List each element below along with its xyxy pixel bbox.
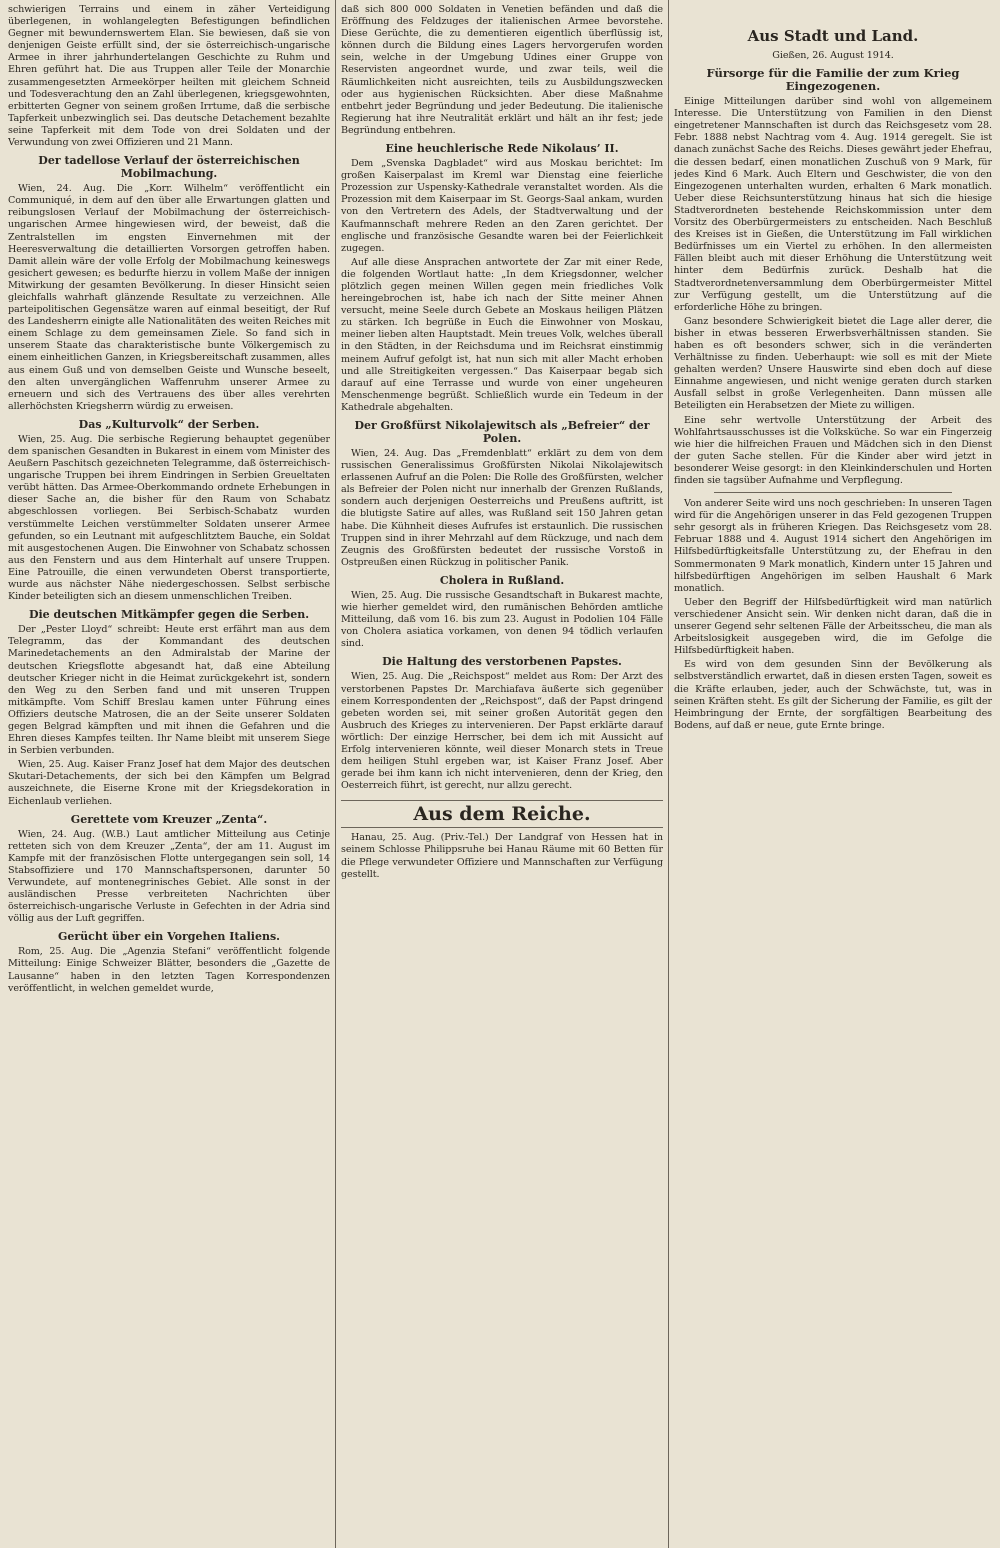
article-body: Wien, 24. Aug. Das „Fremdenblatt“ erklärt zu dem von dem russischen Generalissimus Großfürsten Nikolai Nikolajewitsch erlassenen Aufruf an die Polen: Die Rolle des Großfürsten, welcher als Befreier der Polen nicht nur innerhalb der Grenzen Rußlands, sondern auch derjenigen Oesterreichs und Preußens auftritt, ist die blutigste Satire auf alles, was Rußland seit 150 Jahren getan habe. Die Kühnheit dieses Aufrufes ist erstaunlich. Die russischen Truppen sind in ihrer Mehrzahl auf dem Rückzuge, und nach dem Zeugnis des Großfürsten bedeutet der russische Vorstoß in Ostpreußen einen Rückzug in politischer Panik. <box>341 448 663 568</box>
headline: Das „Kulturvolk“ der Serben. <box>78 417 260 431</box>
article-body: Wien, 25. Aug. Die russische Gesandtschaft in Bukarest machte, wie hierher gemeldet wird, den rumänischen Behörden amtliche Mitteilung, daß vom 16. bis zum 23. August in Podolien 104 Fälle von Cholera asiatica vorkamen, von denen 94 tödlich verlaufen sind. <box>341 589 663 650</box>
article-body: Rom, 25. Aug. Die „Agenzia Stefani“ veröffentlicht folgende Mitteilung: Einige Schweizer Blätter, besonders die „Gazette de Lausanne“ haben in den letzten Tagen Korrespondenzen veröffentlicht, in welchen gemeldet wurde, <box>8 946 330 994</box>
column-rule <box>335 0 336 1548</box>
column-1 <box>8 4 330 1544</box>
article-body: Wien, 24. Aug. Die „Korr. Wilhelm“ veröffentlicht ein Communiqué, in dem auf den über alle Erwartungen glatten und reibungslosen Verlauf der Mobilmachung der österreichisch-ungarischen Armee hingewiesen wird, der beweist, daß die Zentralstellen im engsten Einvernehmen mit der Heeresverwaltung die detaillierten Vorsorgen getroffen haben. Damit allein wäre der volle Erfolg der Mobilmachung keineswegs gesichert gewesen; es bedurfte hierzu in vollem Maße der innigen Mitwirkung der gesamten Bevölkerung. In dieser Hinsicht seien gleichfalls wahrhaft glänzende Resultate zu verzeichnen. Alle parteipolitischen Gegensätze waren auf einmal beseitigt, der Ruf des Landesherrn einigte alle Nationalitäten des weiten Reiches mit einem Schlage zu dem gemeinsamen Ziele. So fand sich in unserem Staate das charakteristische bunte Völkergemisch zu einem einheitlichen Ganzen, in Kriegsbereitschaft zusammen, alles aus einem Guß und von demselben Geiste und Wunsche beseelt, den alten unvergänglichen Waffenruhm unserer Armee zu erneuern und sich des Vertrauens des über alles verehrten allerhöchsten Kriegsherrn würdig zu erweisen. <box>8 183 330 412</box>
column-rule <box>668 0 669 1548</box>
headline: Fürsorge für die Familie der zum Krieg Eingezogenen. <box>706 66 960 94</box>
section-heading <box>674 26 992 46</box>
column-2 <box>341 4 663 1544</box>
headline: Die Haltung des verstorbenen Papstes. <box>382 655 622 669</box>
divider <box>714 492 952 493</box>
article-body: Wien, 25. Aug. Kaiser Franz Josef hat dem Major des deutschen Skutari-Detachements, der sich bei den Kämpfen um Belgrad auszeichnete, die Eiserne Krone mit der Kriegsdekoration in Eichenlaub verliehen. <box>8 759 330 807</box>
headline: Der Großfürst Nikolajewitsch als „Befreier“ der Polen. <box>354 419 650 445</box>
article-body: Hanau, 25. Aug. (Priv.-Tel.) Der Landgraf von Hessen hat in seinem Schlosse Philippsruhe bei Hanau Räume mit 60 Betten für die Pflege verwundeter Offiziere und Mannschaften zur Verfügung gestellt. <box>341 832 663 880</box>
dateline: Gießen, 26. August 1914. <box>772 50 894 61</box>
article-body: Ueber den Begriff der Hilfsbedürftigkeit wird man natürlich verschiedener Ansicht sein. Wir denken nicht daran, daß die in unserer Gegend sehr seltenen Fälle der Arbeitsscheu, die man als Arbeitslosigkeit ausgegeben wird, die im Gefolge die Hilfsbedürftigkeit haben. <box>674 596 992 657</box>
headline: Gerettete vom Kreuzer „Zenta“. <box>70 812 268 826</box>
article-body: Von anderer Seite wird uns noch geschrieben: In unseren Tagen wird für die Angehörigen unserer in das Feld gezogenen Truppen sehr gesorgt als in früheren Kriegen. Das Reichsgesetz vom 28. Februar 1888 und 4. August 1914 sichert den Angehörigen im Hilfsbedürftigkeitsfalle Unterstützung zu, der Ehefrau in den Sommermonaten 9 Mark monatlich, Kindern unter 15 Jahren und hilfsbedürftigen Angehörigen im selben Haushalt 6 Mark monatlich. <box>674 498 992 594</box>
article-body: Dem „Svenska Dagbladet“ wird aus Moskau berichtet: Im großen Kaiserpalast im Kreml war Dienstag eine feierliche Prozession zur Uspensky-Kathedrale veranstaltet worden. Als die Prozession mit dem Kaiserpaar im St. Georgs-Saal ankam, wurden von den Vertretern des Adels, der Stadtverwaltung und der Kaufmannschaft mehrere Reden an den Zaren gerichtet. Der englische und französische Gesandte waren bei der Feierlichkeit zugegen. <box>341 158 663 254</box>
article-body: Einige Mitteilungen darüber sind wohl von allgemeinem Interesse. Die Unterstützung von Familien in den Dienst eingetretener Mannschaften ist durch das Reichsgesetz vom 28. Febr. 1888 nebst Nachtrag vom 4. Aug. 1914 geregelt. Sie ist danach zunächst Sache des Reichs. Dieses gewährt jeder Ehefrau, die dessen bedarf, einen monatlichen Zuschuß von 9 Mark, für jedes Kind 6 Mark. Auch Eltern und Geschwister, die von den Eingezogenen unterhalten wurden, erhalten 6 Mark monatlich. Ueber diese Reichsunterstützung hinaus hat sich die hiesige Stadtverordneten bestehende Reichskommission unter dem Vorsitz des Oberbürgermeisters zu entscheiden. Nach Beschluß des Kreises ist in Gießen, die Unterstützung im Fall wirklichen Bedürfnisses um ein Viertel zu erhöhen. In den allermeisten Fällen bleibt auch mit dieser Erhöhung die Unterstützung weit hinter dem Bedürfnis zurück. Deshalb hat die Stadtverordnetenversammlung dem Oberbürgermeister Mittel zur Verfügung gestellt, um die Unterstützung auf die erforderliche Höhe zu bringen. <box>674 96 992 313</box>
article-body: Wien, 24. Aug. (W.B.) Laut amtlicher Mitteilung aus Cetinje retteten sich von dem Kreuzer „Zenta“, der am 11. August im Kampfe mit der französischen Flotte untergegangen sein soll, 14 Stabsoffiziere und 170 Mannschaftspersonen, darunter 50 Verwundete, auf montenegrinisches Gebiet. Alle sonst in der ausländischen Presse verbreiteten Nachrichten über österreichisch-ungarische Verluste in Gefechten in der Adria sind völlig aus der Luft gegriffen. <box>8 828 330 925</box>
article-body: Auf alle diese Ansprachen antwortete der Zar mit einer Rede, die folgenden Wortlaut hatte: „In dem Kriegsdonner, welcher plötzlich gegen meinen Willen gegen mein friedliches Volk hereingebrochen ist, habe ich nach der Sitte meiner Ahnen versucht, meine Seele durch Gebete an Moskaus heiligen Plätzen zu stärken. Ich begrüße in Euch die Einwohner von Moskau, meiner lieben alten Hauptstadt. Mein treues Volk, welches überall in den Städten, in der Reichsduma und im Reichsrat einstimmig meinem Aufruf gefolgt ist, hat nun sich mit aller Macht erhoben und alle Streitigkeiten vergessen.“ Das Kaiserpaar begab sich darauf auf eine Terrasse und wurde von einer ungeheuren Menschenmenge begrüßt. Schließlich wurde ein Tedeum in der Kathedrale abgehalten. <box>341 256 663 413</box>
article-body: schwierigen Terrains und einem in zäher Verteidigung überlegenen, in wohlangelegten Befestigungen befindlichen Gegner mit bewundernswertem Elan. Sie bewiesen, daß sie von denjenigen Geiste erfüllt sind, der sie österreichisch-ungarische Armee in ihrer jahrhundertelangen Geschichte zu Ruhm und Ehren geführt hat. Die aus Truppen aller Teile der Monarchie zusammengesetzten Armeekörper heilten mit gleichem Schneid und Todesverachtung den an Zahl überlegenen, kriegsgewohnten, erbitterten Gegner von seinem großen Irrtume, daß die serbische Tapferkeit unbezwinglich sei. Das deutsche Detachement bezahlte seine Tapferkeit mit dem Tode von drei Soldaten und der Verwundung von zwei Offizieren und 21 Mann. <box>8 4 330 149</box>
article-body: Wien, 25. Aug. Die „Reichspost“ meldet aus Rom: Der Arzt des verstorbenen Papstes Dr. Marchiafava äußerte sich gegenüber einem Korrespondenten der „Reichspost“, daß der Papst dringend gebeten worden sei, mit seiner großen Autorität gegen den Ausbruch des Krieges zu intervenieren. Der Papst erklärte darauf wörtlich: Der einzige Herrscher, bei dem ich mit Aussicht auf Erfolg intervenieren könnte, weil dieser Monarch stets in Treue dem heiligen Stuhl ergeben war, ist Kaiser Franz Josef. Aber gerade bei ihm kann ich nicht intervenieren, denn der Krieg, den Oesterreich führt, ist gerecht, nur allzu gerecht. <box>341 671 663 792</box>
article-body: Wien, 25. Aug. Die serbische Regierung behauptet gegenüber dem spanischen Gesandten in Bukarest in einem vom Minister des Aeußern Paschitsch gezeichneten Telegramme, daß österreichisch-ungarische Truppen bei ihrem Eindringen in Serbien Greueltaten verübt hätten. Das Armee-Oberkommando ordnete Erhebungen in dieser Sache an, die bisher für den Raum von Schabatz abgeschlossen vorliegen. Bei Serbisch-Schabatz wurden verstümmelte Leichen verstümmelter Soldaten unserer Armee gefunden, so ein Leutnant mit aufgeschlitztem Bauche, ein Soldat mit ausgestochenen Augen. Die Einwohner von Schabatz schossen aus den Fenstern und aus dem Hinterhalt auf unsere Truppen. Eine Patrouille, die einen verwundeten Oberst transportierte, wurde aus nächster Nähe niedergeschossen. Selbst serbische Kinder beteiligten sich an diesem unmenschlichen Treiben. <box>8 433 330 603</box>
headline: Der tadellose Verlauf der österreichischen Mobilmachung. <box>38 154 300 181</box>
article-body: Es wird von dem gesunden Sinn der Bevölkerung als selbstverständlich erwartet, daß in diesen ersten Tagen, soweit es die Kräfte erlauben, jeder, auch der Schwächste, tut, was in seinen Kräften steht. Es gilt der Sicherung der Familie, es gilt der Heimbringung der Ernte, der sorgfältigen Bearbeitung des Bodens, auf daß er neue, gute Ernte bringe. <box>674 659 992 731</box>
headline: Die deutschen Mitkämpfer gegen die Serben. <box>28 608 310 622</box>
headline: Gerücht über ein Vorgehen Italiens. <box>57 930 280 944</box>
headline: Cholera in Rußland. <box>439 573 565 587</box>
section-heading: Aus dem Reiche. <box>341 800 663 828</box>
article-body: daß sich 800 000 Soldaten in Venetien befänden und daß die Eröffnung des Feldzuges der italienischen Armee bevorstehe. Diese Gerüchte, die zu dementieren eigentlich überflüssig ist, können durch die Bildung eines Lagers hervorgerufen worden sein, welche in der Umgebung Udines einer Gruppe von Reservisten angeordnet wurde, und zwar teils, weil die Räumlichkeiten nicht ausreichten, teils zu Ausbildungszwecken oder aus hygienischen Rücksichten. Aber diese Maßnahme entbehrt jeder Begründung und jeder Bedeutung. Die italienische Regierung hat ihre Neutralität erklärt und hält an ihr fest; jede Begründung entbehren. <box>341 4 663 136</box>
section-title: Aus Stadt und Land. <box>747 27 919 45</box>
column-3 <box>674 4 992 1544</box>
article-body: Der „Pester Lloyd“ schreibt: Heute erst erfährt man aus dem Telegramm, das der Kommandant des deutschen Marinedetachements an den Admiralstab der Marine der deutschen Kriegsflotte abgesandt hat, daß eine Abteilung deutscher Krieger nicht in die Heimat zurückgekehrt ist, sondern den Weg zu den Serben fand und mit unseren Truppen mitkämpfte. Vom Schiff Breslau kamen unter Führung eines Offiziers deutsche Matrosen, die an der Seite unserer Soldaten gegen Belgrad kämpften und mit ihnen die Gefahren und die Ehren dieses Kampfes teilten. Ihr Name bleibt mit unserem Siege in Serbien verbunden. <box>8 624 330 757</box>
article-body: Ganz besondere Schwierigkeit bietet die Lage aller derer, die bisher in etwas besseren Erwerbsverhältnissen standen. Sie haben es oft besonders schwer, sich in die veränderten Verhältnisse zu finden. Ueberhaupt: wie soll es mit der Miete gehalten werden? Unsere Hauswirte sind eben doch auf diese Einnahme angewiesen, und nicht wenige geraten durch starken Ausfall selbst in große Verlegenheiten. Dann müssen alle Beteiligten ein Herabsetzen der Miete zu willigen. <box>674 315 992 412</box>
article-body: Eine sehr wertvolle Unterstützung der Arbeit des Wohlfahrtsausschusses ist die Volksküche. So war ein Fingerzeig wie hier die hilfreichen Frauen und Mädchen sich in den Dienst der guten Sache stellen. Für die Kinder aber wird jetzt in besonderer Weise gesorgt: in den Kleinkinderschulen und Horten finden sie tagsüber Aufnahme und Verpflegung. <box>674 414 992 486</box>
headline: Eine heuchlerische Rede Nikolaus’ II. <box>385 142 619 156</box>
